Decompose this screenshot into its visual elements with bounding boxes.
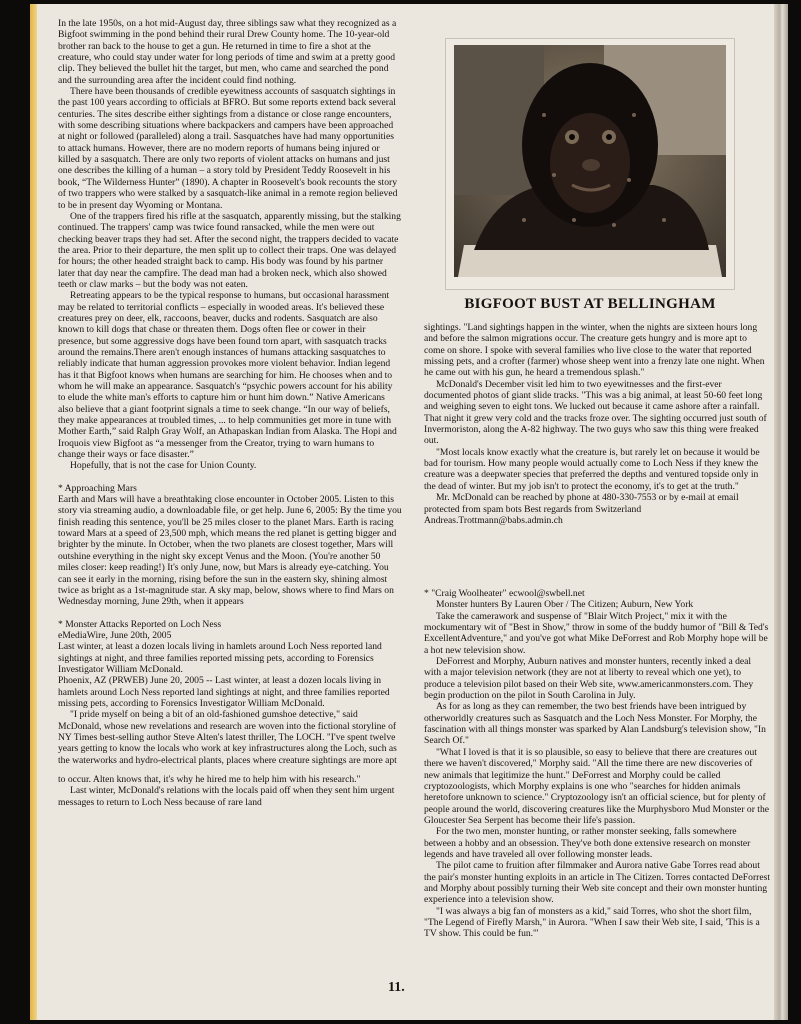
- loch-ness-paragraph-4: to occur. Alten knows that, it's why he hired me to help him with his research.": [58, 774, 361, 785]
- column-right-bottom: [424, 588, 770, 940]
- column-right-top: [424, 322, 770, 526]
- loch-ness-paragraph-1: Last winter, at least a dozen locals living in hamlets around Loch Ness reported land sightings at night, and three families reported missing pets, according to Forensics Investigator William McDonald.: [58, 641, 382, 675]
- loch-ness-continued-3: "Most locals know exactly what the creature is, but rarely let on because it would be bad for tourism. How many people would actually come to Loch Ness if they knew the creature was a deepwater species that preferred the depths and ventured topside only in the dead of winter. But my job isn't to protect the economy, it's to get at the truth.": [424, 446, 760, 492]
- photo-caption: BIGFOOT BUST AT BELLINGHAM: [464, 296, 716, 312]
- loch-ness-continued-2: McDonald's December visit led him to two eyewitnesses and the first-ever documented photos of giant slide tracks. "This was a big animal, at least 50-60 feet long and weighing seven to eight tons. We lucked out because it came ashore after a rainfall. That night it grew very cold and the tracks froze over. The sighting occurred just south of Invermoriston, along the A-82 highway. The two guys who saw this thing were freaked out.: [424, 378, 767, 447]
- loch-ness-contact: Mr. McDonald can be reached by phone at 480-330-7553 or by e-mail at email protected from spam bots Best regards from Switzerland Andreas.Trottmann@babs.admin.ch: [424, 492, 739, 526]
- monster-hunters-byline: Monster hunters By Lauren Ober / The Citizen; Auburn, New York: [436, 599, 694, 611]
- loch-ness-source: eMediaWire, June 20th, 2005: [58, 629, 172, 641]
- bigfoot-paragraph-3: One of the trappers fired his rifle at the sasquatch, apparently missing, but the stalking continued. The trappers' camp was twice found ransacked, while the men were out checking beaver traps they had set. After the second night, the trappers decided to vacate the area. Prior to their departure, the men split up to collect their traps. One was delayed for hours; the other headed straight back to camp. His body was found by his partner later that day near the campfire. The dead man had a broken neck, which also showed teeth or claw marks – but the body was not eaten.: [58, 210, 401, 290]
- monster-hunters-paragraph-6: The pilot came to fruition after filmmaker and Aurora native Gabe Torres read about the pair's monster hunting exploits in an article in The Citizen. Torres contacted DeForrest and Morphy about possibly turning their Web site concept and their own monster hunting experience into a television show.: [424, 860, 770, 906]
- bigfoot-paragraph-1: In the late 1950s, on a hot mid-August day, three siblings saw what they recognized as a Bigfoot swimming in the pond behind their rural Drew County home. The 10-year-old brother ran back to the house to get a gun. He returned in time to fire a shot at the creature, who could stay under water for long periods of time and swim at a pretty good clip. They believed the bullet hit the target, but men, who came and searched the pond and the surrounding area after the incident could find nothing.: [58, 18, 397, 86]
- bigfoot-paragraph-5: Hopefully, that is not the case for Union County.: [70, 460, 257, 472]
- loch-ness-continued-1: sightings. "Land sightings happen in the winter, when the nights are sixteen hours long and before the salmon migrations occur. The creature gets hungry and is more apt to come on shore. I spoke with several families who live close to the water that reported missing pets, and a crofter (farmer) whose sheep went into a frenzy late one night. When he came out with his gun, he heard a tremendous splash.": [424, 322, 765, 379]
- stacked-pages-edge: [774, 4, 788, 1020]
- magazine-page: [30, 4, 788, 1020]
- monster-hunters-paragraph-7: "I was always a big fan of monsters as a kid," said Torres, who shot the short film, "The Legend of Firefly Marsh," in Aurora. "When I saw their Web site, I said, 'This is a TV show. This could be fun.'": [424, 905, 760, 940]
- monster-hunters-paragraph-3: As for as long as they can remember, the two best friends have been intrigued by otherworldly creatures such as Sasquatch and the Loch Ness Monster. For Morphy, the fascination with all things monster was sparked by Alan Landsburg's television show, "In Search Of.": [424, 701, 766, 747]
- mars-body: Earth and Mars will have a breathtaking close encounter in October 2005. Listen to this story via streaming audio, a downloadable file, or get help. June 6, 2005: By the time you finish reading this sentence, you'll be 25 miles closer to the planet Mars. Earth is racing toward Mars at a speed of 23,500 mph, which means the red planet is getting bigger and brighter by the minute. In October, when the two planets are closest together, Mars will outshine everything in the night sky except Venus and the Moon. (You're another 50 miles closer: keep reading!) It's only June, now, but Mars is already eye-catching. You can see it early in the morning, rising before the sun in the eastern sky, shining almost twice as bright as a 1st-magnitude star. A sky map, below, shows where to find Mars on Wednesday morning, June 29th, when it appears: [58, 494, 402, 608]
- monster-hunters-heading: * "Craig Woolheater" ecwool@swbell.net: [424, 588, 585, 599]
- bigfoot-paragraph-2: There have been thousands of credible eyewitness accounts of sasquatch sightings in the past 100 years according to officials at BFRO. But some reports extend back several centuries. The sites describe either sightings from a distance or close range encounters, with some describing situations where backpackers and campers have been approached at night or followed (paralleled) along a trail. Sasquatches have had many opportunities to attack humans. However, there are no modern reports of humans being injured or killed by a sasquatch. There are only two reports of violent attacks on humans and just one describes the killing of a human – a story told by President Teddy Roosevelt in his book, “The Wilderness Hunter” (1890). A chapter in Roosevelt's book recounts the story of two trappers who were stalked by a sasquatch-like animal in a remote region believed to be in present day Wyoming or Montana.: [58, 86, 398, 211]
- mars-heading: * Approaching Mars: [58, 482, 137, 494]
- monster-hunters-paragraph-5: For the two men, monster hunting, or rather monster seeking, falls somewhere between a hobby and an obsession. They've both done extensive research on monster legends and have traveled all over following monster leads.: [424, 826, 751, 860]
- bigfoot-bust-image: [454, 45, 726, 277]
- column-left: [58, 18, 402, 808]
- loch-ness-paragraph-3: "I pride myself on being a bit of an old-fashioned gumshoe detective," said McDonald, whose new revelations and research are woven into the fictional storyline of NY Times best-selling author Steve Alten's latest thriller, The LOCH. "I've spent twelve years getting to know the locals who work at key infrastructures along the Loch, such as the waterworks and hydro-electrical plants, places where creature sightings are more apt: [58, 709, 397, 766]
- page-edge-stripe: [30, 4, 37, 1020]
- bigfoot-paragraph-4: Retreating appears to be the typical response to humans, but occasional harassment may be related to territorial conflicts – especially in wooded areas. It's believed these creatures prey on deer, elk, raccoons, beaver, ducks and rodents. Sasquatch are also known to kill dogs that chase or threaten them. Dogs often flee or cower in their presence, but some aggressive dogs have been found torn apart, with sasquatch tracks around the remains.There aren't enough instances of humans attacking sasquatches to reliably indicate that human aggression provokes more violent behavior. Indian legend has it that Bigfoot knows when humans are searching for him. He chooses when and to whom he will make an appearance. Sasquatch's “psychic powers account for his ability to elude the white man's efforts to capture him or hunt him down.” Native Americans also believe that a giant footprint signals a time to seek change. “In our way of beliefs, they make appearances at troubled times, ... to help communities get more in tune with Mother Earth,” said Ralph Gray Wolf, an Athapaskan Indian from Alaska. The Hopi and Iroquois view Bigfoot as “a messenger from the Creator, trying to warn humans to change their ways or face disaster.”: [58, 290, 397, 461]
- loch-ness-paragraph-5: Last winter, McDonald's relations with the locals paid off when they sent him urgent messages to return to Loch Ness because of rare land: [58, 785, 395, 808]
- page-number: 11.: [388, 980, 405, 995]
- monster-hunters-paragraph-4: "What I loved is that it is so plausible, so easy to believe that there are creatures out there we haven't discovered," Morphy said. "All the time there are new discoveries of new animals that legitimize the hunt." DeForrest and Morphy could be called cryptozoologists, which Morphy explains is one who "searches for hidden animals heretofore unknown to science." Cryptozoology isn't an official science, but for plenty of people around the world, discovering creatures like the Murphysboro Mud Monster or the Gloucester Sea Serpent has become their life's passion.: [424, 746, 770, 826]
- loch-ness-paragraph-2: Phoenix, AZ (PRWEB) June 20, 2005 -- Last winter, at least a dozen locals living in hamlets around Loch Ness reported land sightings at night, and three families reported missing pets, according to Forensics Investigator William McDonald.: [58, 675, 390, 709]
- bigfoot-bust-photo: [445, 38, 735, 290]
- loch-ness-heading: * Monster Attacks Reported on Loch Ness: [58, 618, 222, 630]
- monster-hunters-paragraph-1: Take the camerawork and suspense of "Blair Witch Project," mix it with the mockumentary wit of "Best in Show," throw in some of the buddy humor of "Bill & Ted's ExcellentAdventure," and you've got what Mike DeForrest and Rob Morphy hope will be a hot new television show.: [424, 610, 769, 656]
- monster-hunters-paragraph-2: DeForrest and Morphy, Auburn natives and monster hunters, recently inked a deal with a major television network (they are not at liberty to reveal which one yet), to produce a television pilot based on their Web site, www.americanmonsters.com. They begin production on the pilot in South Carolina in July.: [424, 656, 754, 702]
